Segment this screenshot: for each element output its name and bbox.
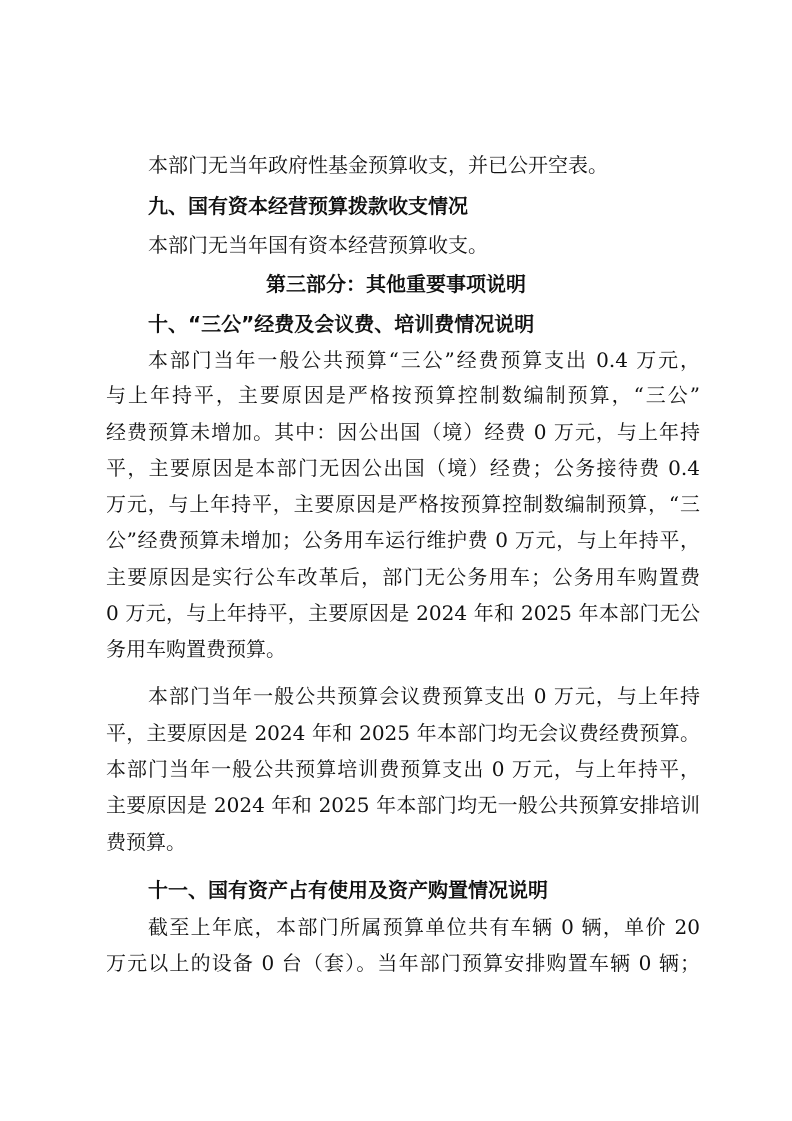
paragraph-line: 主要原因是实行公车改革后，部门无公务用车；公务用车购置费: [106, 565, 700, 589]
paragraph-line: 0 万元，与上年持平，主要原因是 2024 年和 2025 年本部门无公: [106, 601, 700, 625]
paragraph-line: 公”经费预算未增加；公务用车运行维护费 0 万元，与上年持平，: [106, 528, 700, 552]
paragraph-line: 万元以上的设备 0 台（套）。当年部门预算安排购置车辆 0 辆；: [106, 951, 700, 975]
paragraph-line: 经费预算未增加。其中：因公出国（境）经费 0 万元，与上年持: [106, 420, 700, 444]
paragraph-line: 平，主要原因是 2024 年和 2025 年本部门均无会议费经费预算。: [106, 721, 700, 745]
paragraph-line: 本部门当年一般公共预算“三公”经费预算支出 0.4 万元，: [148, 348, 700, 372]
part-title: 第三部分：其他重要事项说明: [266, 272, 526, 296]
paragraph-line: 万元，与上年持平，主要原因是严格按预算控制数编制预算，“三: [106, 492, 700, 516]
paragraph-line: 本部门无当年国有资本经营预算收支。: [148, 233, 488, 257]
paragraph-line: 平，主要原因是本部门无因公出国（境）经费；公务接待费 0.4: [106, 456, 700, 480]
paragraph-line: 与上年持平，主要原因是严格按预算控制数编制预算，“三公”: [106, 383, 700, 407]
section-heading-11: 十一、国有资产占有使用及资产购置情况说明: [148, 878, 548, 902]
paragraph-line: 费预算。: [106, 830, 186, 854]
paragraph-line: 本部门无当年政府性基金预算收支，并已公开空表。: [148, 153, 608, 177]
paragraph-line: 本部门当年一般公共预算培训费预算支出 0 万元，与上年持平，: [106, 757, 700, 781]
section-heading-10: 十、“三公”经费及会议费、培训费情况说明: [148, 312, 535, 336]
paragraph-line: 本部门当年一般公共预算会议费预算支出 0 万元，与上年持: [148, 684, 700, 708]
paragraph-line: 截至上年底，本部门所属预算单位共有车辆 0 辆，单价 20: [148, 915, 700, 939]
paragraph-line: 务用车购置费预算。: [106, 637, 286, 661]
paragraph-line: 主要原因是 2024 年和 2025 年本部门均无一般公共预算安排培训: [106, 793, 700, 817]
section-heading-9: 九、国有资本经营预算拨款收支情况: [148, 194, 468, 218]
